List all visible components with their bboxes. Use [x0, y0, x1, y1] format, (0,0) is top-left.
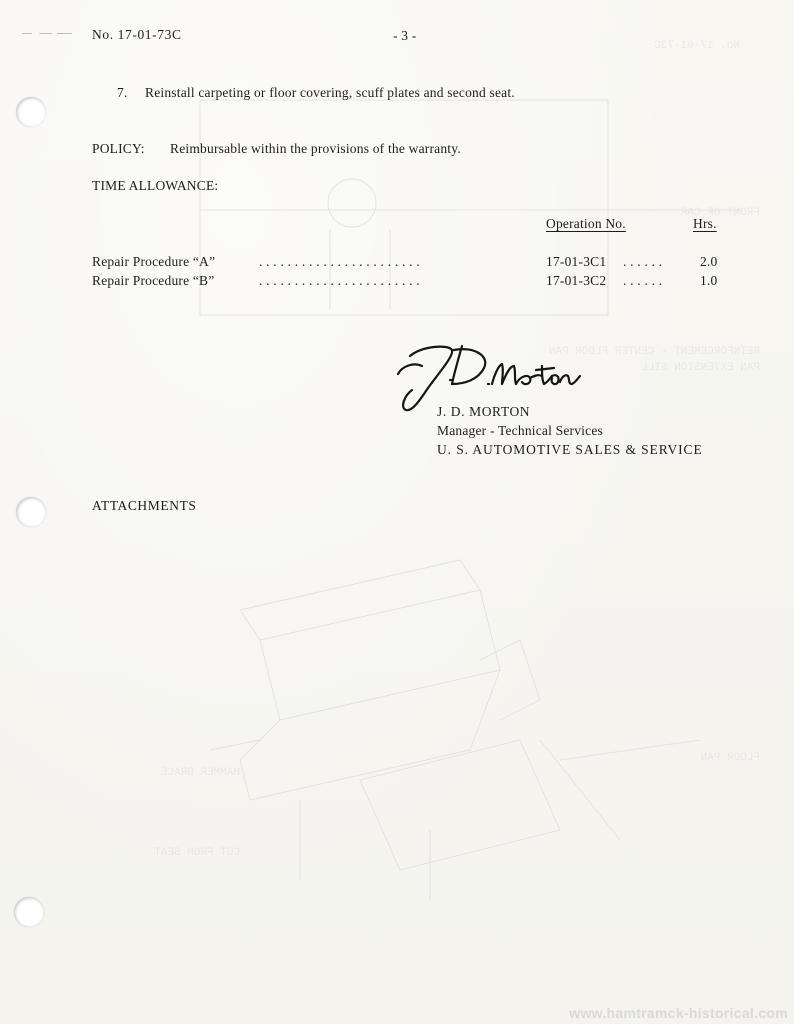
binder-hole-bottom: [14, 897, 44, 927]
svg-text:CUT FROM SEAT: CUT FROM SEAT: [154, 847, 240, 859]
step-number: 7.: [117, 85, 128, 100]
hours-column-header: Hrs.: [693, 216, 717, 231]
step-text: Reinstall carpeting or floor covering, scuff plates and second seat.: [145, 85, 515, 100]
attachments-label: ATTACHMENTS: [92, 498, 197, 513]
policy-text: Reimbursable within the provisions of the warranty.: [170, 141, 461, 156]
operation-number: 17-01-3C1: [546, 254, 607, 269]
page-number: - 3 -: [393, 28, 417, 43]
margin-dash-mark: [22, 33, 72, 34]
svg-text:FLOOR PAN: FLOOR PAN: [700, 752, 760, 764]
binder-hole-middle: [16, 497, 46, 527]
dot-leader: . . . . . .: [623, 254, 663, 269]
hours-value: 1.0: [700, 273, 718, 288]
organization-name: U. S. AUTOMOTIVE SALES & SERVICE: [437, 442, 703, 457]
svg-text:PAN EXTENSION SILL: PAN EXTENSION SILL: [641, 362, 760, 374]
dot-leader: . . . . . .: [623, 273, 663, 288]
operation-number: 17-01-3C2: [546, 273, 607, 288]
procedure-label: Repair Procedure “B”: [92, 273, 215, 288]
operation-column-header: Operation No.: [546, 216, 626, 231]
hours-value: 2.0: [700, 254, 718, 269]
dot-leader: . . . . . . . . . . . . . . . . . . . . . . .: [259, 254, 420, 269]
svg-text:HAMMER BRACE: HAMMER BRACE: [160, 767, 240, 779]
svg-text:No. 17-01-73C: No. 17-01-73C: [654, 40, 740, 52]
signatory-name: J. D. MORTON: [437, 404, 531, 419]
signatory-title: Manager - Technical Services: [437, 423, 603, 438]
watermark-text: www.hamtramck-historical.com: [569, 1005, 788, 1021]
svg-text:FRONT OF CAR: FRONT OF CAR: [680, 207, 760, 219]
binder-hole-top: [16, 97, 46, 127]
procedure-label: Repair Procedure “A”: [92, 254, 216, 269]
document-number: No. 17-01-73C: [92, 27, 182, 42]
policy-label: POLICY:: [92, 141, 145, 156]
svg-text:REINFORCEMENT - CENTER FLOOR P: REINFORCEMENT - CENTER FLOOR PAN: [548, 346, 760, 358]
dot-leader: . . . . . . . . . . . . . . . . . . . . . . .: [259, 273, 420, 288]
time-allowance-heading: TIME ALLOWANCE:: [92, 178, 219, 193]
